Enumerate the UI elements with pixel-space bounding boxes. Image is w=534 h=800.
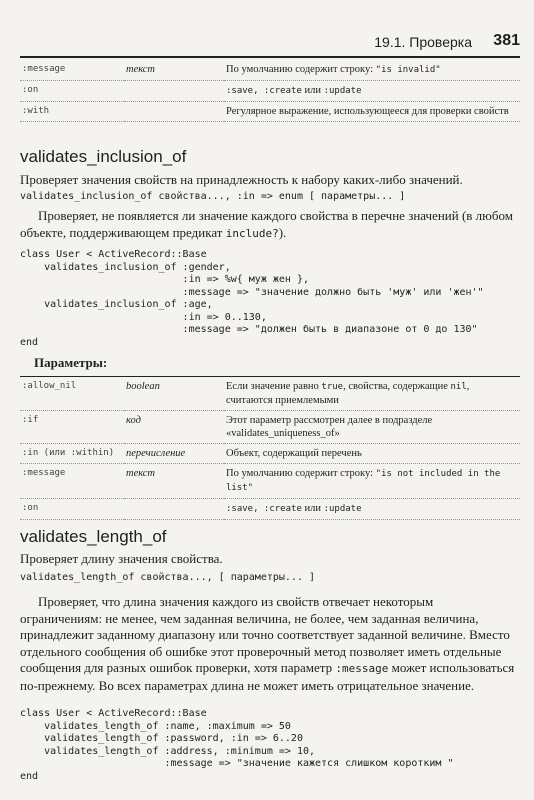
- inclusion-params-table: [20, 377, 520, 520]
- inclusion-paragraph: Проверяет, не появляется ли значение каждого свойства в перечне значений (в любом объекте, поддерживающем предикат include?).: [20, 208, 513, 240]
- param-name: :in (или :within): [20, 444, 124, 464]
- param-description: Этот параметр рассмотрен далее в подразделе «validates_uniqueness_of»: [224, 411, 520, 444]
- page-number: 381: [493, 32, 520, 49]
- param-type: [124, 81, 224, 102]
- param-name: :with: [20, 102, 124, 122]
- length-paragraph: Проверяет, что длина значения каждого из свойств отвечает некоторым ограничениям: не менее, чем заданная величина, не более, чем заданная величина, принадлежит заданному диапазону или точно соответствует заданной величине. Вместо отдельного сообщения об ошибке этот проверочный метод позволяет иметь отдельные сообщения для разных ошибок проверки, хотя параметр :message может использоваться по-прежнему. Во всех параметрах длина не может иметь отрицательное значение.: [20, 594, 515, 693]
- inclusion-intro: Проверяет значения свойств на принадлежность к набору каких-либо значений.: [20, 172, 463, 187]
- length-intro: Проверяет длину значения свойства.: [20, 551, 223, 566]
- param-type: [124, 102, 224, 122]
- table-row: [20, 464, 520, 499]
- heading-validates-length-of: validates_length_of: [20, 527, 167, 546]
- table-row: [20, 60, 520, 81]
- table-row: [20, 411, 520, 444]
- table-row: [20, 444, 520, 464]
- param-type: текст: [124, 464, 224, 499]
- param-type: перечисление: [124, 444, 224, 464]
- param-name: :allow_nil: [20, 377, 124, 411]
- params-table-top: [20, 60, 520, 122]
- param-type: текст: [124, 60, 224, 81]
- param-name: :if: [20, 411, 124, 444]
- param-type: код: [124, 411, 224, 444]
- inclusion-code-example: class User < ActiveRecord::Base validates_inclusion_of :gender, :in => %w{ муж жен }, :message => "значение должно быть 'муж' или 'жен'" validates_inclusion_of :age, :in => 0..130, :message => "должен быть в диапазоне от 0 до 130" end: [20, 249, 484, 348]
- section-title: 19.1. Проверка: [374, 34, 472, 50]
- param-description: Регулярное выражение, использующееся для проверки свойств: [224, 102, 520, 122]
- heading-validates-inclusion-of: validates_inclusion_of: [20, 147, 187, 166]
- param-name: :message: [20, 60, 124, 81]
- length-code-example: class User < ActiveRecord::Base validates_length_of :name, :maximum => 50 validates_length_of :password, :in => 6..20 validates_length_of :address, :minimum => 10, :message => "значение кажется слишком коротким " end: [20, 708, 454, 782]
- param-name: :on: [20, 81, 124, 102]
- param-name: :message: [20, 464, 124, 499]
- param-name: :on: [20, 499, 124, 520]
- param-description: :save, :create или :update: [224, 81, 520, 102]
- param-type: [124, 499, 224, 520]
- inclusion-signature: validates_inclusion_of свойства..., :in => enum [ параметры... ]: [20, 191, 406, 202]
- table-row: [20, 499, 520, 520]
- table-row: [20, 102, 520, 122]
- param-description: По умолчанию содержит строку: "is invalid": [224, 60, 520, 81]
- running-header: [20, 30, 520, 58]
- param-description: Объект, содержащий перечень: [224, 444, 520, 464]
- param-description: Если значение равно true, свойства, содержащие nil, считаются приемлемыми: [224, 377, 520, 411]
- table-row: [20, 81, 520, 102]
- param-description: По умолчанию содержит строку: "is not included in the list": [224, 464, 520, 499]
- params-heading: Параметры:: [34, 355, 108, 370]
- param-description: :save, :create или :update: [224, 499, 520, 520]
- param-type: boolean: [124, 377, 224, 411]
- length-signature: validates_length_of свойства..., [ параметры... ]: [20, 572, 316, 583]
- table-row: [20, 377, 520, 411]
